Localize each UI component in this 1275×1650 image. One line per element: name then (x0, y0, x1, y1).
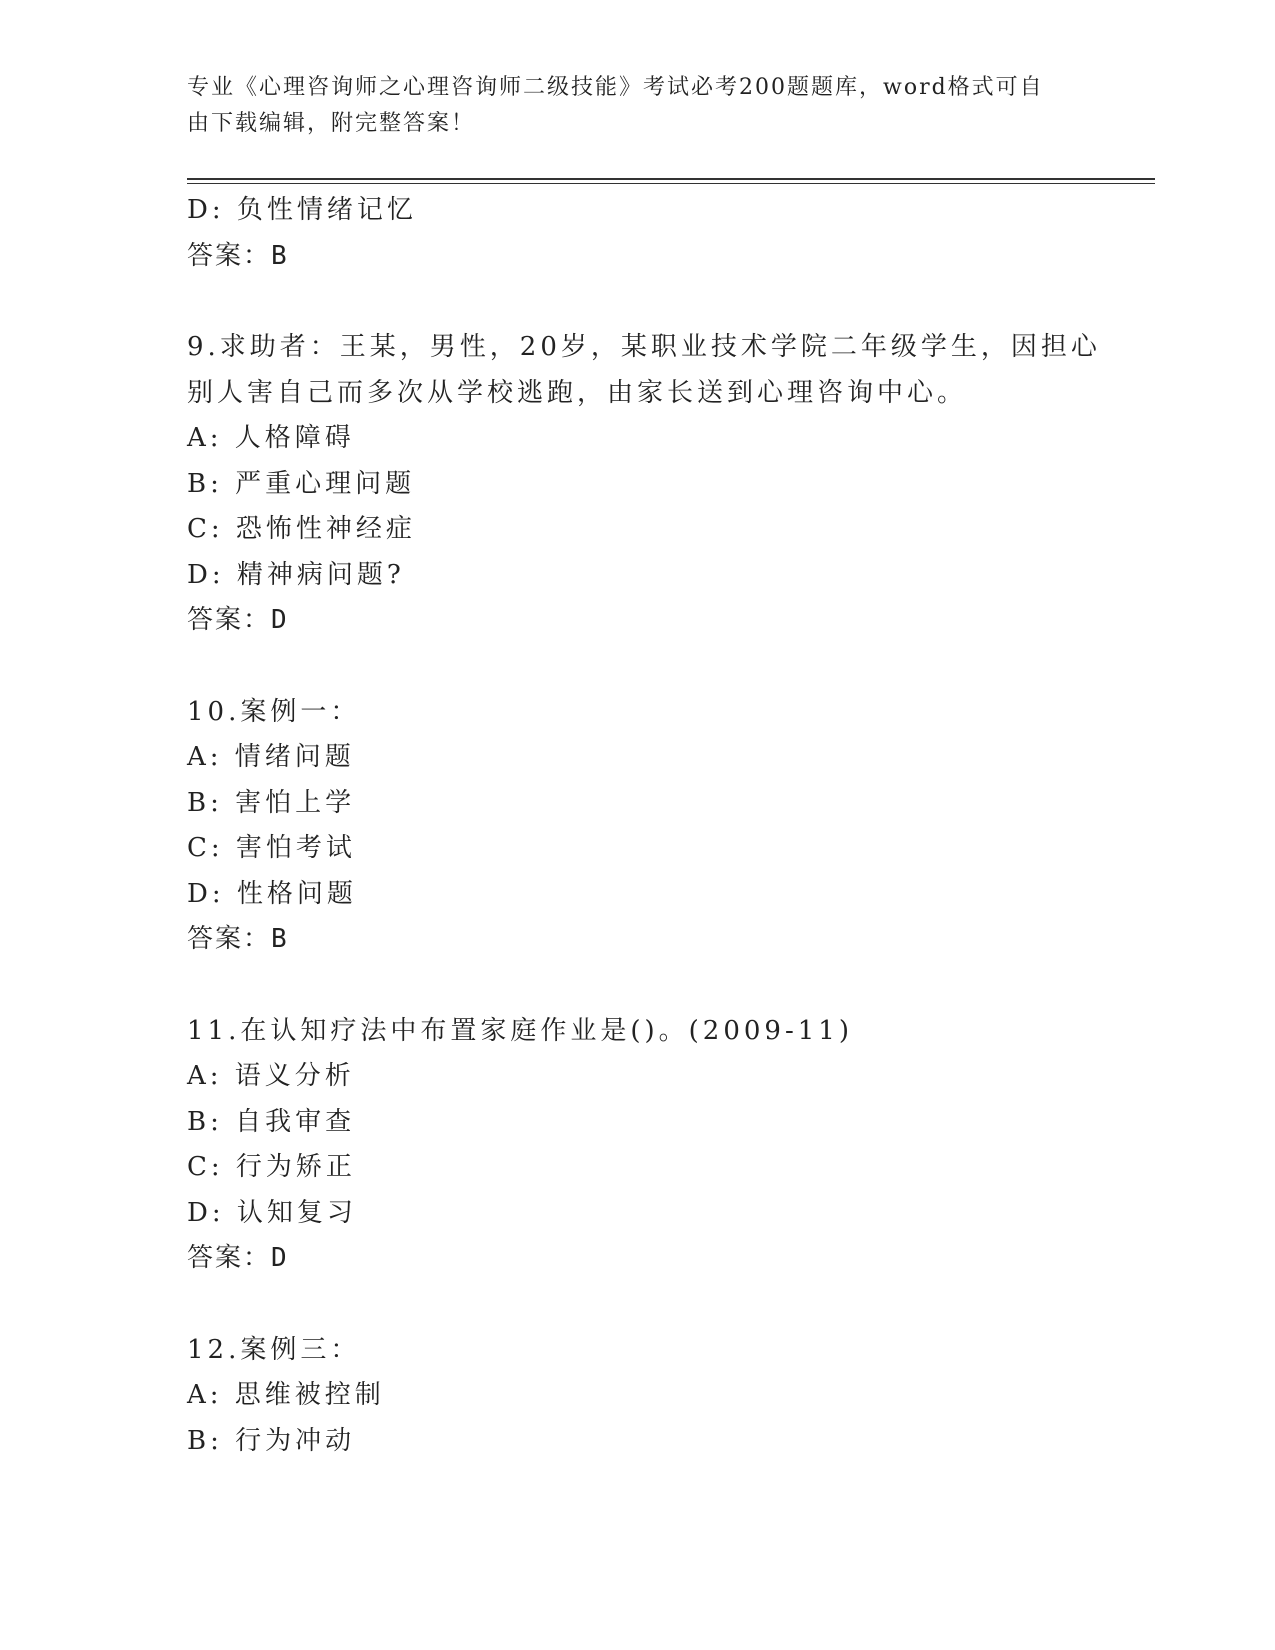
option-a: A: 情绪问题 (187, 742, 355, 772)
answer (187, 234, 1087, 280)
answer (187, 1236, 1087, 1282)
option-a: A: 语义分析 (187, 1061, 355, 1091)
question-stem: 12.案例三： (187, 1334, 361, 1365)
header-divider (187, 178, 1155, 184)
option-a: A: 人格障碍 (187, 423, 355, 453)
question-stem: 11.在认知疗法中布置家庭作业是()。(2009-11) (187, 1015, 853, 1046)
header-line-1: 专业《心理咨询师之心理咨询师二级技能》考试必考200题题库，word格式可自 (187, 75, 1044, 100)
question-10 (187, 690, 1087, 963)
question-stem: 10.案例一： (187, 696, 361, 727)
option-b: B: 害怕上学 (187, 787, 356, 818)
header-line-2: 由下载编辑，附完整答案！ (187, 111, 476, 136)
document-body (187, 188, 1101, 1464)
spacer (187, 1282, 1087, 1328)
question-11 (187, 1009, 1087, 1282)
option-b: B: 行为冲动 (187, 1425, 356, 1456)
question-stem: 别人害自己而多次从学校逃跑，由家长送到心理咨询中心。 (187, 377, 968, 408)
answer-label: 答案： (187, 1243, 272, 1273)
answer-value: D (271, 605, 287, 635)
option-d: D: 性格问题 (187, 878, 357, 909)
answer-value: D (271, 1243, 287, 1273)
option-a: A: 思维被控制 (187, 1380, 385, 1410)
answer (187, 598, 1087, 644)
option-c: C: 害怕考试 (187, 833, 356, 863)
option-c: C: 行为矫正 (187, 1152, 356, 1182)
answer-label: 答案： (187, 240, 272, 271)
option-d: D: 负性情绪记忆 (187, 195, 417, 225)
question-9 (187, 325, 1101, 644)
question-stem: 9.求助者：王某，男性，20岁，某职业技术学院二年级学生，因担心 (187, 332, 1101, 362)
option-b: B: 严重心理问题 (187, 468, 416, 499)
answer-label: 答案： (187, 924, 272, 954)
answer-value: B (271, 240, 287, 271)
document-header (187, 70, 1067, 142)
answer-value: B (271, 924, 287, 954)
option-c: C: 恐怖性神经症 (187, 514, 416, 544)
answer-label: 答案： (187, 605, 272, 635)
option-d: D: 认知复习 (187, 1197, 357, 1228)
option-d: D: 精神病问题? (187, 559, 405, 590)
answer (187, 917, 1087, 963)
option-b: B: 自我审查 (187, 1106, 356, 1137)
spacer (187, 644, 1087, 690)
question-12 (187, 1328, 1087, 1465)
spacer (187, 963, 1087, 1009)
spacer (187, 279, 1087, 325)
